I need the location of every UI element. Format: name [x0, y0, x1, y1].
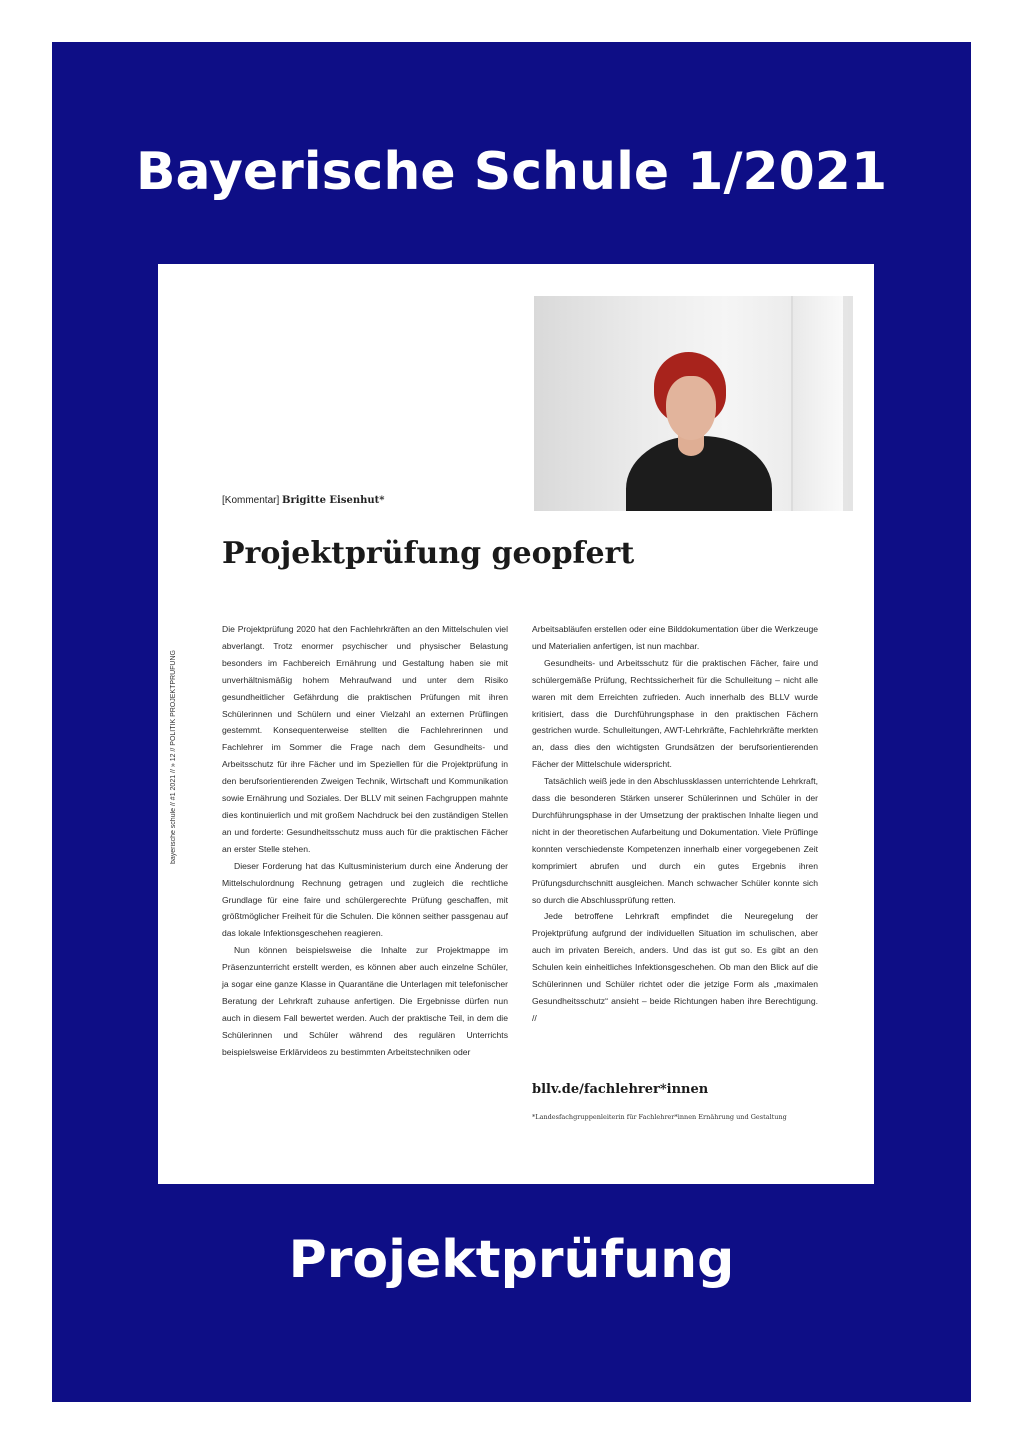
- page-sideline: bayerische schule // #1 2021 // » 12 // POLITIK PROJEKTPRÜFUNG: [170, 650, 177, 864]
- article-headline: Projektprüfung geopfert: [222, 536, 635, 571]
- article-column-left: [222, 621, 508, 1061]
- article-footnote: *Landesfachgruppenleiterin für Fachlehrer*innen Ernährung und Gestaltung: [532, 1113, 787, 1121]
- paragraph: Tatsächlich weiß jede in den Abschlussklassen unterrichtende Lehrkraft, dass die besonderen Stärken unserer Schülerinnen und Schüler in der Durchführungsphase in der Umsetzung der praktischen Inhalte liegen und nicht in der theoretischen Aufarbeitung und Dokumentation. Viele Prüflinge konnten verschiedenste Kompetenzen innerhalb einer vorgegebenen Zeit komprimiert abrufen und durch ein gutes Ergebnis ihren Prüfungsdurchschnitt ausgleichen. Manch schwacher Schüler konnte sich so durch die Abschlussprüfung retten.: [532, 776, 818, 905]
- photo-figure-face: [666, 376, 716, 440]
- article-page: [158, 264, 874, 1184]
- paragraph: Dieser Forderung hat das Kultusministerium durch eine Änderung der Mittelschulordnung Rechnung getragen und zugleich die rechtliche Grundlage für eine faire und schülergerechte Prüfung geschaffen, mit größtmöglicher Freiheit für die Schulen. Die können seither passgenau auf das lokale Infektionsgeschehen reagieren.: [222, 860, 508, 939]
- poster-subtitle: Projektprüfung: [288, 1230, 735, 1290]
- article-kicker: [222, 495, 385, 506]
- author-photo: [534, 296, 853, 511]
- article-link[interactable]: bllv.de/fachlehrer*innen: [532, 1082, 709, 1097]
- paragraph: Die Projektprüfung 2020 hat den Fachlehrkräften an den Mittelschulen viel abverlangt. Trotz enormer psychischer und physischer Belastung besonders im Fachbereich Ernährung und Gestaltung haben sie mit unverhältnismäßig hohem Mehraufwand und unter dem Risiko gesundheitlicher Gefährdung die praktischen Prüfungen mit ihren Schülerinnen und Schülern und einer Vielzahl an externen Prüflingen gestemmt. Konsequenterweise stellten die Fachlehrerinnen und Fachlehrer im Sommer die Frage nach dem Gesundheits- und Arbeitsschutz für ihre Fächer und im Speziellen für die Projektprüfung in den berufsorientierenden Zweigen Technik, Wirtschaft und Kommunikation sowie Ernährung und Soziales. Der BLLV mit seinen Fachgruppen mahnte dies kontinuierlich und mit großem Nachdruck bei den zuständigen Stellen an und forderte: Gesundheitsschutz muss auch für die praktischen Fächer an erster Stelle stehen.: [222, 624, 508, 854]
- paragraph: Gesundheits- und Arbeitsschutz für die praktischen Fächer, faire und schülergemäße Prüfung, Rechtssicherheit für die Schulleitung – nicht alle waren mit dem Erreichten zufrieden. Auch innerhalb des BLLV wurde kritisiert, dass die Durchführungsphase in den praktischen Fächern gestrichen wurde. Schulleitungen, AWT-Lehrkräfte, Fachlehrkräfte merkten an, dass dies den wichtigsten Grundsätzen der berufsorientierenden Fächer der Mittelschule widerspricht.: [532, 657, 818, 770]
- kicker-label: [Kommentar]: [222, 495, 280, 506]
- article-column-right: [532, 621, 818, 1027]
- photo-window: [791, 296, 843, 511]
- paragraph: Nun können beispielsweise die Inhalte zur Projektmappe im Präsenzunterricht erstellt werden, es können aber auch einzelne Schüler, ja sogar eine ganze Klasse in Quarantäne die Unterlagen mit telefonischer Beratung der Lehrkraft zuhause anfertigen. Die Ergebnisse dürfen nun auch in diesem Fall bewertet werden. Auch der praktische Teil, in dem die Schülerinnen und Schüler während des regulären Unterrichts beispielsweise Erklärvideos zu bestimmten Arbeitstechniken oder: [222, 945, 508, 1057]
- author-name: Brigitte Eisenhut*: [282, 495, 385, 506]
- poster-title: Bayerische Schule 1/2021: [135, 142, 888, 202]
- paragraph: Jede betroffene Lehrkraft empfindet die Neuregelung der Projektprüfung aufgrund der individuellen Situation im schulischen, aber auch im privaten Bereich, anders. Und das ist gut so. Es gibt an den Schulen kein einheitliches Infektionsgeschehen. Ob man den Blick auf die Schülerinnen und Schüler richtet oder die jetzige Form als „maximalen Gesundheitsschutz“ ansieht – beide Richtungen haben ihre Berechtigung. //: [532, 911, 818, 1023]
- paragraph: Arbeitsabläufen erstellen oder eine Bilddokumentation über die Werkzeuge und Materialien anfertigen, ist nun machbar.: [532, 624, 818, 651]
- poster-background: [52, 42, 971, 1402]
